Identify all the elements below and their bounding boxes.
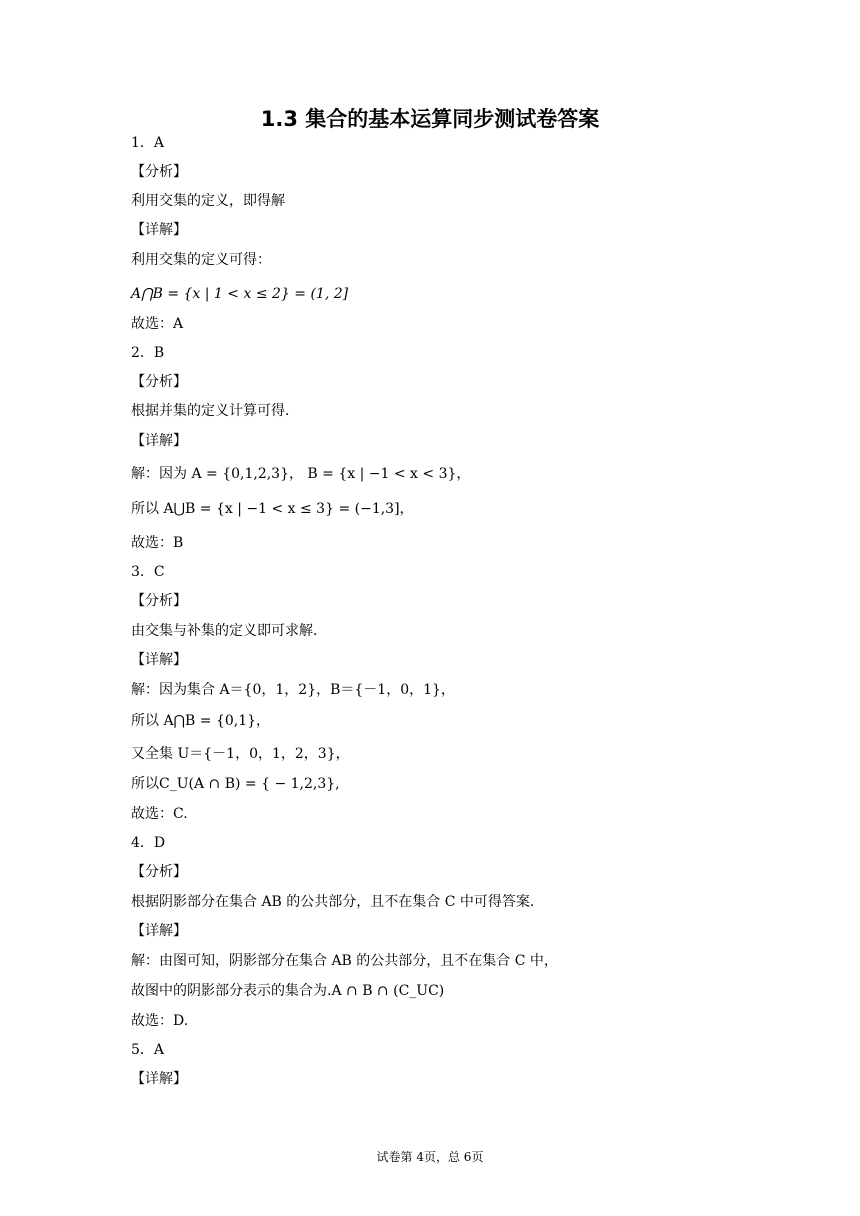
detail-text: 解：因为集合 A＝{0，1，2}，B＝{－1，0，1}， <box>131 682 455 698</box>
page-title: 1.3 集合的基本运算同步测试卷答案 <box>260 107 600 131</box>
answer-number-5: 5．A <box>131 1042 165 1058</box>
detail-text: 利用交集的定义可得： <box>131 252 271 268</box>
answer-number-2: 2．B <box>131 345 165 361</box>
answer-number-3: 3．C <box>131 564 165 580</box>
section-label-analysis: 【分析】 <box>131 593 187 609</box>
choice-line: 故选：D. <box>131 1013 189 1029</box>
analysis-text: 根据并集的定义计算可得. <box>131 403 290 419</box>
section-label-detail: 【详解】 <box>131 923 187 939</box>
section-label-analysis: 【分析】 <box>131 374 187 390</box>
detail-text: 又全集 U＝{－1，0，1，2，3}， <box>131 746 350 762</box>
answer-number-4: 4．D <box>131 835 166 851</box>
detail-text: 解：由图可知，阴影部分在集合 AB 的公共部分，且不在集合 C 中， <box>131 953 558 969</box>
section-label-analysis: 【分析】 <box>131 864 187 880</box>
formula-line: 所以 A⋃B = {x | −1 < x ≤ 3} = (−1,3]， <box>131 501 414 517</box>
analysis-text: 根据阴影部分在集合 AB 的公共部分，且不在集合 C 中可得答案. <box>131 894 535 910</box>
section-label-detail: 【详解】 <box>131 433 187 449</box>
formula-line: A⋂B = {x | 1 < x ≤ 2} = (1, 2] <box>131 286 349 302</box>
choice-line: 故选：B <box>131 535 184 551</box>
choice-line: 故选：A <box>131 316 184 332</box>
section-label-detail: 【详解】 <box>131 222 187 238</box>
analysis-text: 由交集与补集的定义即可求解. <box>131 623 318 639</box>
page-footer: 试卷第 4页，总 6页 <box>376 1150 484 1164</box>
formula-line: 所以C_U(A ∩ B) = { − 1,2,3}, <box>131 776 340 792</box>
section-label-detail: 【详解】 <box>131 1071 187 1087</box>
formula-line: 所以 A⋂B = {0,1}， <box>131 713 271 729</box>
formula-line: 故图中的阴影部分表示的集合为.A ∩ B ∩ (C_UC) <box>131 983 445 999</box>
choice-line: 故选：C. <box>131 806 188 822</box>
answer-number-1: 1．A <box>131 135 165 151</box>
analysis-text: 利用交集的定义，即得解 <box>131 193 285 209</box>
detail-text: 解：因为 A = {0,1,2,3}， B = {x | −1 < x < 3}， <box>131 466 471 482</box>
section-label-analysis: 【分析】 <box>131 164 187 180</box>
section-label-detail: 【详解】 <box>131 652 187 668</box>
